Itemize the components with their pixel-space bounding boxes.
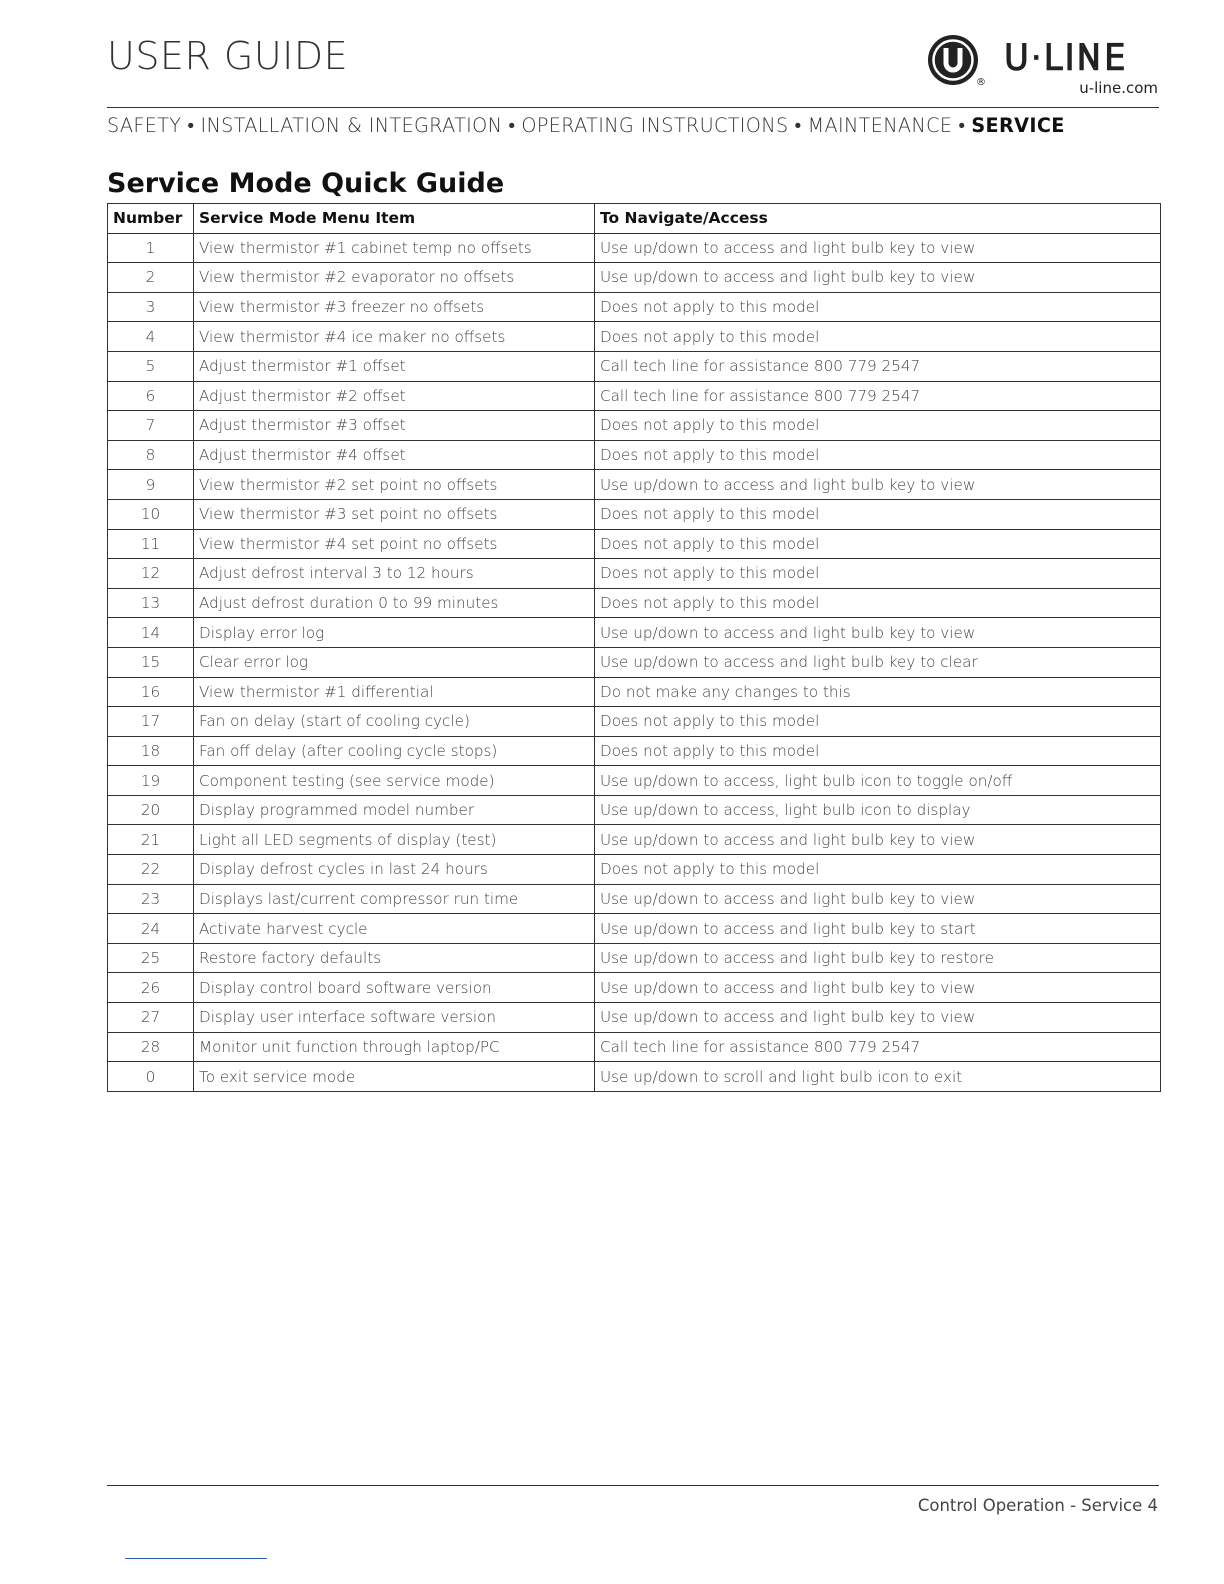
cell-number: 28 — [108, 1032, 194, 1062]
cell-number: 0 — [108, 1062, 194, 1092]
cell-number: 24 — [108, 914, 194, 944]
table-row — [108, 618, 1161, 648]
cell-menu-item: Fan on delay (start of cooling cycle) — [194, 707, 595, 737]
table-row — [108, 351, 1161, 381]
nav-item-operating-instructions[interactable]: OPERATING INSTRUCTIONS — [521, 114, 789, 137]
table-row — [108, 499, 1161, 529]
nav-item-safety[interactable]: SAFETY — [107, 114, 182, 137]
table-row — [108, 440, 1161, 470]
table-row — [108, 1032, 1161, 1062]
cell-menu-item: Display programmed model number — [194, 795, 595, 825]
cell-number: 14 — [108, 618, 194, 648]
cell-menu-item: Restore factory defaults — [194, 943, 595, 973]
cell-menu-item: View thermistor #2 set point no offsets — [194, 470, 595, 500]
table-row — [108, 1062, 1161, 1092]
cell-menu-item: Monitor unit function through laptop/PC — [194, 1032, 595, 1062]
page-title: USER GUIDE — [107, 34, 349, 78]
cell-navigate: Call tech line for assistance 800 779 2547 — [595, 381, 1161, 411]
cell-number: 8 — [108, 440, 194, 470]
cell-menu-item: Display defrost cycles in last 24 hours — [194, 855, 595, 885]
table-row — [108, 884, 1161, 914]
cell-navigate: Use up/down to scroll and light bulb icon to exit — [595, 1062, 1161, 1092]
cell-number: 17 — [108, 707, 194, 737]
cell-menu-item: View thermistor #1 differential — [194, 677, 595, 707]
table-row — [108, 855, 1161, 885]
cell-menu-item: View thermistor #3 freezer no offsets — [194, 292, 595, 322]
cell-number: 22 — [108, 855, 194, 885]
cell-navigate: Does not apply to this model — [595, 855, 1161, 885]
cell-menu-item: Display error log — [194, 618, 595, 648]
page-footer: Control Operation - Service 4 — [917, 1496, 1158, 1515]
cell-navigate: Use up/down to access and light bulb key to view — [595, 1003, 1161, 1033]
link-underline — [125, 1558, 267, 1559]
cell-number: 1 — [108, 233, 194, 263]
cell-navigate: Does not apply to this model — [595, 292, 1161, 322]
table-row — [108, 381, 1161, 411]
cell-navigate: Use up/down to access and light bulb key to view — [595, 973, 1161, 1003]
cell-number: 25 — [108, 943, 194, 973]
cell-number: 6 — [108, 381, 194, 411]
nav-item-maintenance[interactable]: MAINTENANCE — [807, 114, 953, 137]
cell-navigate: Does not apply to this model — [595, 559, 1161, 589]
cell-number: 23 — [108, 884, 194, 914]
cell-number: 2 — [108, 263, 194, 293]
cell-menu-item: Display control board software version — [194, 973, 595, 1003]
header-divider — [107, 107, 1159, 108]
cell-number: 5 — [108, 351, 194, 381]
table-row — [108, 677, 1161, 707]
table-row — [108, 263, 1161, 293]
cell-number: 12 — [108, 559, 194, 589]
cell-navigate: Does not apply to this model — [595, 499, 1161, 529]
cell-navigate: Use up/down to access, light bulb icon to display — [595, 795, 1161, 825]
cell-menu-item: View thermistor #2 evaporator no offsets — [194, 263, 595, 293]
cell-menu-item: Activate harvest cycle — [194, 914, 595, 944]
table-row — [108, 470, 1161, 500]
website-link[interactable]: u-line.com — [1079, 79, 1158, 97]
cell-menu-item: Adjust defrost interval 3 to 12 hours — [194, 559, 595, 589]
column-header-number: Number — [108, 204, 194, 234]
cell-navigate: Call tech line for assistance 800 779 2547 — [595, 1032, 1161, 1062]
column-header-navigate: To Navigate/Access — [595, 204, 1161, 234]
cell-menu-item: Component testing (see service mode) — [194, 766, 595, 796]
cell-navigate: Use up/down to access and light bulb key to view — [595, 618, 1161, 648]
cell-number: 9 — [108, 470, 194, 500]
nav-item-installation-integration[interactable]: INSTALLATION & INTEGRATION — [200, 114, 503, 137]
table-row — [108, 736, 1161, 766]
table-row — [108, 1003, 1161, 1033]
table-row — [108, 233, 1161, 263]
table-row — [108, 825, 1161, 855]
cell-number: 16 — [108, 677, 194, 707]
cell-number: 4 — [108, 322, 194, 352]
cell-number: 27 — [108, 1003, 194, 1033]
cell-number: 7 — [108, 411, 194, 441]
cell-menu-item: View thermistor #4 set point no offsets — [194, 529, 595, 559]
table-row — [108, 766, 1161, 796]
cell-number: 18 — [108, 736, 194, 766]
cell-navigate: Use up/down to access and light bulb key to start — [595, 914, 1161, 944]
section-nav — [107, 114, 1159, 138]
nav-separator: • — [508, 114, 516, 137]
cell-menu-item: Adjust defrost duration 0 to 99 minutes — [194, 588, 595, 618]
cell-number: 11 — [108, 529, 194, 559]
cell-menu-item: Adjust thermistor #4 offset — [194, 440, 595, 470]
cell-navigate: Does not apply to this model — [595, 322, 1161, 352]
nav-item-service[interactable]: SERVICE — [971, 114, 1065, 137]
table-row — [108, 322, 1161, 352]
cell-menu-item: Clear error log — [194, 647, 595, 677]
cell-menu-item: View thermistor #4 ice maker no offsets — [194, 322, 595, 352]
table-row — [108, 795, 1161, 825]
cell-navigate: Does not apply to this model — [595, 707, 1161, 737]
cell-number: 3 — [108, 292, 194, 322]
table-row — [108, 943, 1161, 973]
service-mode-table — [107, 203, 1161, 1092]
nav-separator: • — [794, 114, 802, 137]
cell-navigate: Use up/down to access and light bulb key to view — [595, 263, 1161, 293]
table-row — [108, 588, 1161, 618]
cell-navigate: Does not apply to this model — [595, 736, 1161, 766]
cell-navigate: Use up/down to access, light bulb icon to toggle on/off — [595, 766, 1161, 796]
brand-wordmark: U·LINE — [1004, 38, 1128, 78]
cell-number: 20 — [108, 795, 194, 825]
cell-number: 21 — [108, 825, 194, 855]
cell-navigate: Does not apply to this model — [595, 529, 1161, 559]
cell-navigate: Use up/down to access and light bulb key to view — [595, 825, 1161, 855]
footer-divider — [107, 1485, 1159, 1486]
table-row — [108, 559, 1161, 589]
cell-number: 19 — [108, 766, 194, 796]
cell-menu-item: Fan off delay (after cooling cycle stops) — [194, 736, 595, 766]
nav-separator: • — [958, 114, 966, 137]
cell-menu-item: Light all LED segments of display (test) — [194, 825, 595, 855]
cell-navigate: Use up/down to access and light bulb key to view — [595, 233, 1161, 263]
u-line-emblem-icon — [927, 34, 979, 86]
table-row — [108, 292, 1161, 322]
cell-navigate: Use up/down to access and light bulb key to restore — [595, 943, 1161, 973]
cell-menu-item: Displays last/current compressor run time — [194, 884, 595, 914]
table-row — [108, 529, 1161, 559]
cell-navigate: Use up/down to access and light bulb key to view — [595, 470, 1161, 500]
table-header-row — [108, 204, 1161, 234]
cell-navigate: Call tech line for assistance 800 779 2547 — [595, 351, 1161, 381]
cell-menu-item: To exit service mode — [194, 1062, 595, 1092]
cell-menu-item: Adjust thermistor #2 offset — [194, 381, 595, 411]
table-row — [108, 973, 1161, 1003]
cell-menu-item: Adjust thermistor #3 offset — [194, 411, 595, 441]
registered-mark: ® — [976, 77, 986, 88]
cell-menu-item: View thermistor #1 cabinet temp no offsets — [194, 233, 595, 263]
cell-menu-item: Adjust thermistor #1 offset — [194, 351, 595, 381]
cell-menu-item: Display user interface software version — [194, 1003, 595, 1033]
nav-separator: • — [187, 114, 195, 137]
cell-menu-item: View thermistor #3 set point no offsets — [194, 499, 595, 529]
section-title: Service Mode Quick Guide — [107, 168, 505, 199]
cell-navigate: Use up/down to access and light bulb key to clear — [595, 647, 1161, 677]
column-header-menu-item: Service Mode Menu Item — [194, 204, 595, 234]
table-row — [108, 707, 1161, 737]
cell-number: 13 — [108, 588, 194, 618]
cell-navigate: Use up/down to access and light bulb key to view — [595, 884, 1161, 914]
cell-navigate: Do not make any changes to this — [595, 677, 1161, 707]
cell-number: 26 — [108, 973, 194, 1003]
table-row — [108, 411, 1161, 441]
table-row — [108, 647, 1161, 677]
cell-number: 15 — [108, 647, 194, 677]
cell-navigate: Does not apply to this model — [595, 411, 1161, 441]
cell-navigate: Does not apply to this model — [595, 440, 1161, 470]
table-row — [108, 914, 1161, 944]
cell-navigate: Does not apply to this model — [595, 588, 1161, 618]
cell-number: 10 — [108, 499, 194, 529]
